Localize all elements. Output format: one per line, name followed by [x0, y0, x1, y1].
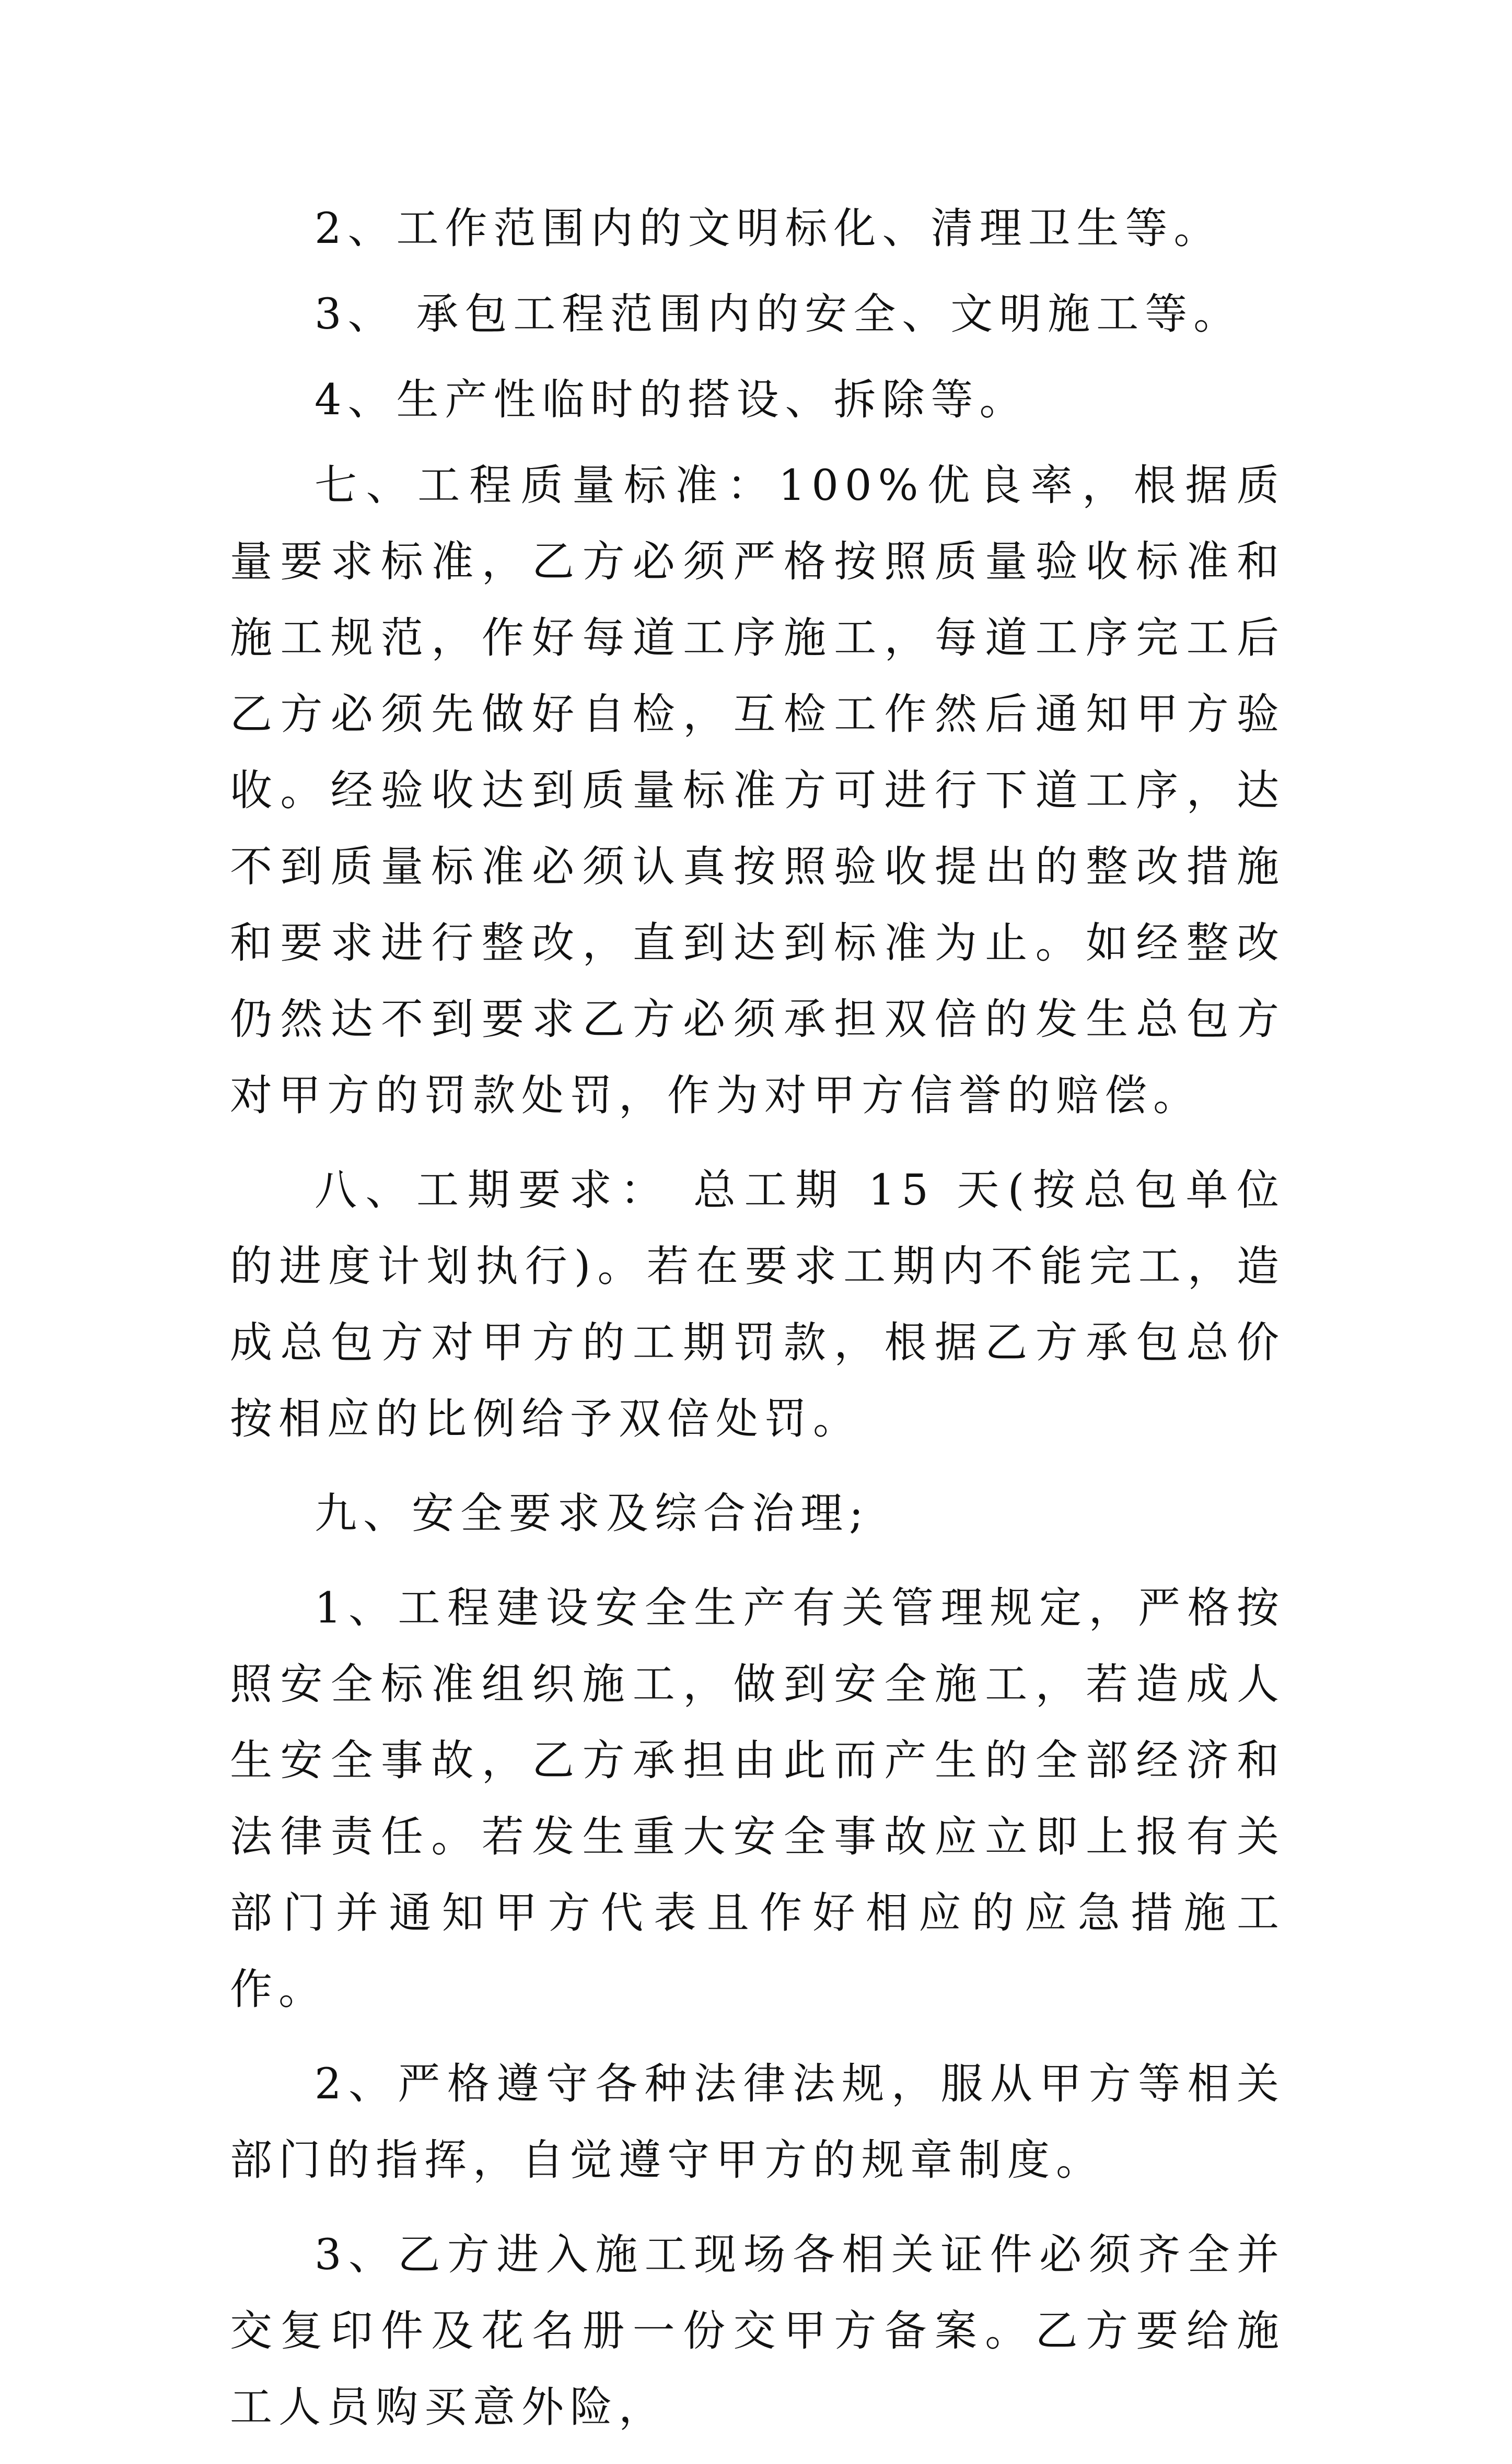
paragraph-scope-item-4: 4、生产性临时的搭设、拆除等。	[315, 376, 1028, 425]
paragraph-safety-heading: 九、安全要求及综合治理;	[315, 1489, 870, 1538]
paragraph-scope-item-3: 3、 承包工程范围内的安全、文明施工等。	[315, 290, 1242, 339]
paragraph-schedule-requirement: 八、工期要求： 总工期 15 天(按总包单位的进度计划执行)。若在要求工期内不能完工，造成总包方对甲方的工期罚款，根据乙方承包总价按相应的比例给予双倍处罚。	[230, 1166, 1285, 1444]
paragraph-safety-item-3: 3、乙方进入施工现场各相关证件必须齐全并交复印件及花名册一份交甲方备案。乙方要给施工人员购买意外险，	[230, 2231, 1285, 2432]
paragraph-scope-item-2: 2、工作范围内的文明标化、清理卫生等。	[315, 204, 1223, 253]
paragraph-safety-item-1: 1、工程建设安全生产有关管理规定，严格按照安全标准组织施工，做到安全施工，若造成人生安全事故，乙方承担由此而产生的全部经济和法律责任。若发生重大安全事故应立即上报有关部门并通知甲方代表且作好相应的应急措施工作。	[230, 1584, 1285, 2014]
paragraph-quality-standard: 七、工程质量标准：100%优良率，根据质量要求标准，乙方必须严格按照质量验收标准和施工规范，作好每道工序施工，每道工序完工后乙方必须先做好自检，互检工作然后通知甲方验收。经验收达到质量标准方可进行下道工序，达不到质量标准必须认真按照验收提出的整改措施和要求进行整改，直到达到标准为止。如经整改仍然达不到要求乙方必须承担双倍的发生总包方对甲方的罚款处罚，作为对甲方信誉的赔偿。	[230, 461, 1285, 1120]
paragraph-safety-item-2: 2、严格遵守各种法律法规，服从甲方等相关部门的指挥，自觉遵守甲方的规章制度。	[230, 2060, 1285, 2185]
document-body	[230, 191, 1285, 2464]
